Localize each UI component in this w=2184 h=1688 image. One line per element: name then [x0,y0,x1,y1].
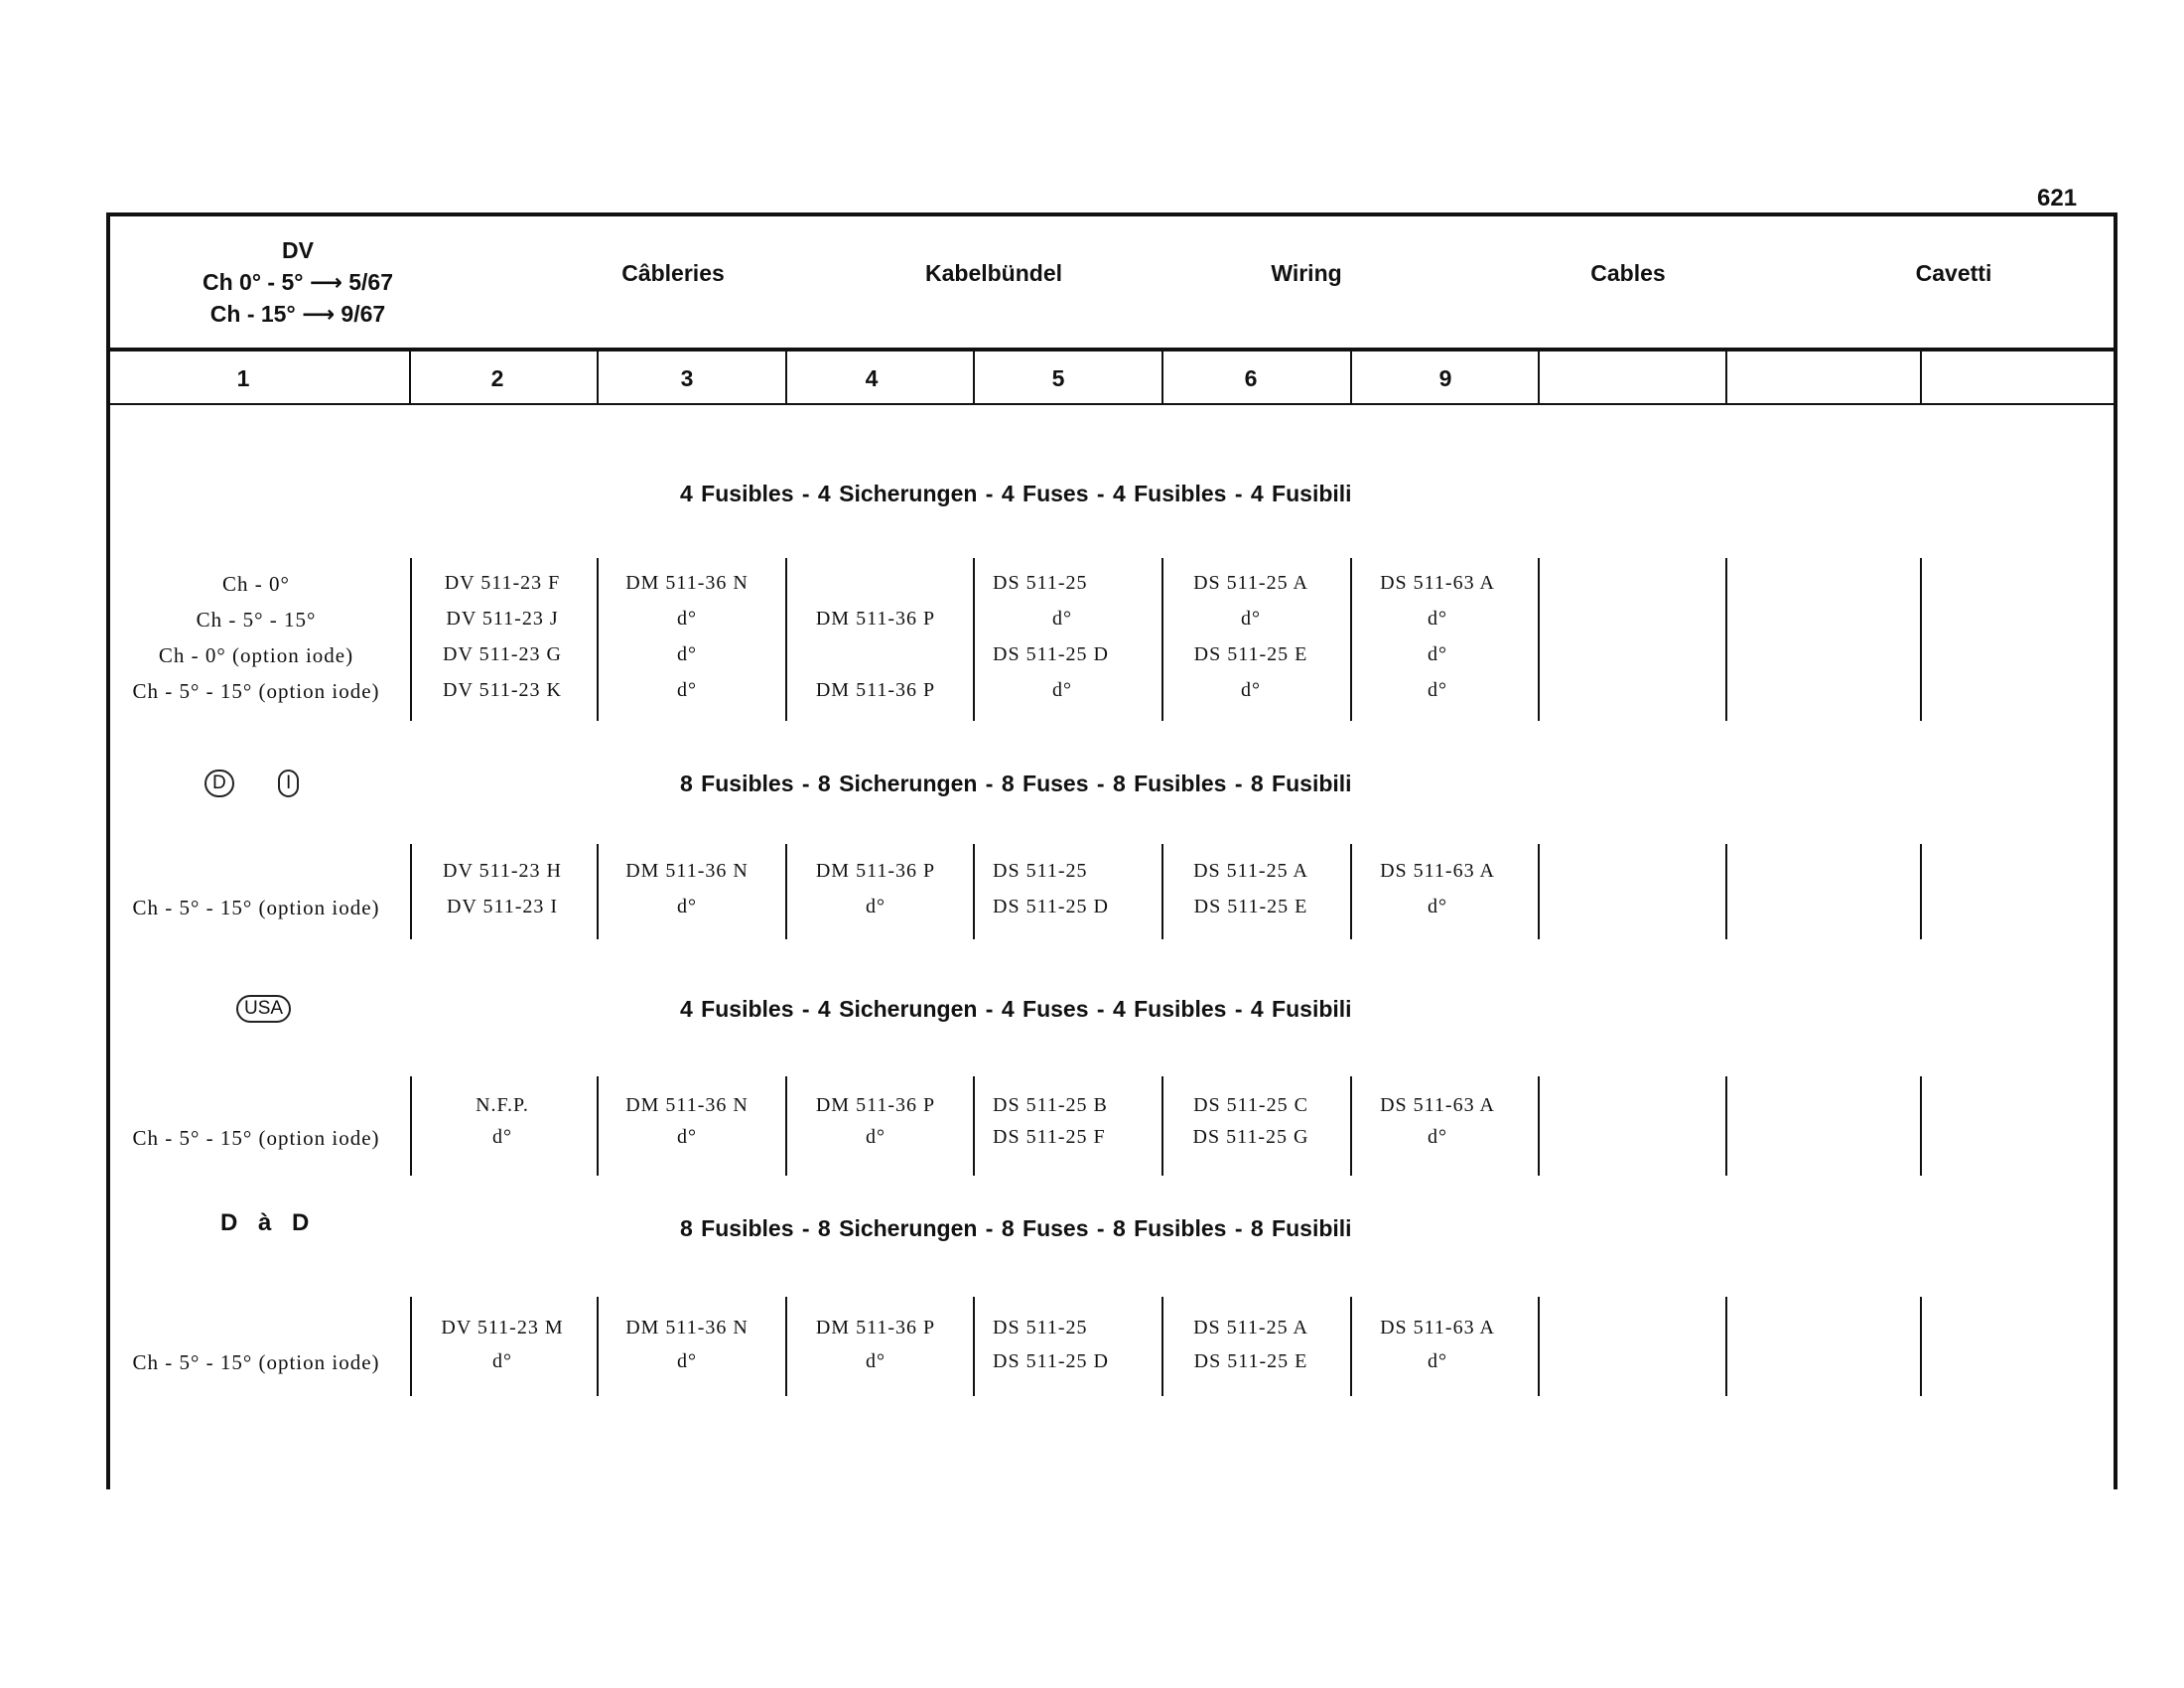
cell-col2: DV 511-23 J [446,608,559,630]
row-divider [1350,1076,1352,1176]
cell-col6: DS 511-25 E [1193,643,1308,665]
cell-col3: d° [677,896,697,917]
header-it: Cavetti [1915,260,1992,286]
cell-col3: d° [677,608,697,630]
frame-left [106,212,110,1489]
cell-col6: DS 511-25 A [1193,860,1308,882]
colnum-sep [1920,352,1922,405]
frame-top [106,212,2117,216]
col-number-2: 2 [490,365,504,391]
col-number-1: 1 [236,365,250,391]
cell-col2: DV 511-23 M [441,1317,564,1338]
row-label: Ch - 5° - 15° (option iode) [132,1350,380,1374]
cell-col5: DS 511-25 [993,572,1088,594]
cell-col6: DS 511-25 G [1192,1126,1309,1148]
cell-col4: d° [866,1126,886,1148]
row-label: Ch - 5° - 15° (option iode) [132,896,380,919]
row-divider [597,1076,599,1176]
row-divider [1161,844,1163,939]
cell-col3: DM 511-36 N [625,1094,749,1116]
colnum-sep [1538,352,1540,405]
row-divider [1920,844,1922,939]
row-label: Ch - 0° [222,572,290,596]
cell-col9: d° [1428,1350,1447,1372]
frame-right [2114,212,2117,1489]
row-divider [1350,844,1352,939]
cell-col3: DM 511-36 N [625,1317,749,1338]
cell-col9: DS 511-63 A [1380,1094,1495,1116]
row-divider [1161,1076,1163,1176]
row-divider [973,1076,975,1176]
header-es: Cables [1590,260,1666,286]
cell-col3: d° [677,1350,697,1372]
row-label: Ch - 5° - 15° (option iode) [132,679,380,703]
colnum-sep [973,352,975,405]
row-label: Ch - 5° - 15° [196,608,317,632]
row-divider [1538,558,1540,721]
cell-col5: DS 511-25 D [993,1350,1109,1372]
colnum-sep [409,352,411,405]
cell-col2: DV 511-23 K [443,679,562,701]
row-divider [410,844,412,939]
dv-line-2: Ch - 15° ⟶ 9/67 [209,301,386,327]
cell-col2: d° [492,1126,512,1148]
country-badge: D [205,770,234,797]
cell-col9: d° [1428,896,1447,917]
cell-col4: DM 511-36 P [815,1094,936,1116]
cell-col9: d° [1428,608,1447,630]
row-divider [1161,558,1163,721]
section-label: D à D [220,1209,310,1236]
header-de: Kabelbündel [924,260,1063,286]
frame-colnum-divider [106,403,2117,405]
col-number-3: 3 [680,365,694,391]
row-label: Ch - 5° - 15° (option iode) [132,1126,380,1150]
cell-col3: d° [677,679,697,701]
colnum-sep [1161,352,1163,405]
row-divider [410,1297,412,1396]
frame-header-divider [106,348,2117,352]
row-divider [1920,1297,1922,1396]
cell-col6: DS 511-25 E [1193,896,1308,917]
cell-col6: DS 511-25 C [1193,1094,1308,1116]
row-divider [785,558,787,721]
col-number-9: 9 [1438,365,1452,391]
row-divider [1920,558,1922,721]
cell-col3: d° [677,643,697,665]
row-divider [785,844,787,939]
cell-col2: DV 511-23 H [443,860,562,882]
section-title: 4 Fusibles - 4 Sicherungen - 4 Fuses - 4 Fusibles - 4 Fusibili [680,481,1352,506]
row-divider [597,844,599,939]
header-en: Wiring [1271,260,1342,286]
row-divider [1350,1297,1352,1396]
row-divider [410,558,412,721]
page-number: 621 [2037,185,2078,211]
cell-col6: DS 511-25 A [1193,572,1308,594]
cell-col9: DS 511-63 A [1380,1317,1495,1338]
cell-col2: DV 511-23 I [446,896,559,917]
cell-col4: DM 511-36 P [815,679,936,701]
row-label: Ch - 0° (option iode) [158,643,354,667]
cell-col5: DS 511-25 F [993,1126,1106,1148]
cell-col6: d° [1241,608,1261,630]
col-number-5: 5 [1051,365,1065,391]
cell-col5: d° [1052,608,1072,630]
cell-col3: d° [677,1126,697,1148]
row-divider [1920,1076,1922,1176]
section-title: 8 Fusibles - 8 Sicherungen - 8 Fuses - 8 Fusibles - 8 Fusibili [680,1215,1352,1241]
row-divider [1350,558,1352,721]
country-badge: I [278,770,299,797]
header-fr: Câbleries [621,260,725,286]
cell-col3: DM 511-36 N [625,572,749,594]
row-divider [1725,1297,1727,1396]
cell-col4: d° [866,1350,886,1372]
dv-title: DV [282,237,314,263]
col-number-4: 4 [865,365,879,391]
row-divider [1538,844,1540,939]
section-title: 4 Fusibles - 4 Sicherungen - 4 Fuses - 4 Fusibles - 4 Fusibili [680,996,1352,1022]
colnum-sep [1725,352,1727,405]
colnum-sep [1350,352,1352,405]
cell-col5: DS 511-25 D [993,643,1109,665]
cell-col2: d° [492,1350,512,1372]
cell-col9: d° [1428,643,1447,665]
row-divider [1161,1297,1163,1396]
row-divider [973,1297,975,1396]
row-divider [1538,1297,1540,1396]
cell-col6: d° [1241,679,1261,701]
country-badge: USA [236,995,291,1023]
dv-line-1: Ch 0° - 5° ⟶ 5/67 [203,269,393,295]
row-divider [785,1076,787,1176]
cell-col2: N.F.P. [476,1094,529,1116]
cell-col9: DS 511-63 A [1380,860,1495,882]
cell-col2: DV 511-23 G [443,643,562,665]
cell-col9: d° [1428,679,1447,701]
row-divider [973,558,975,721]
cell-col4: DM 511-36 P [815,860,936,882]
section-title: 8 Fusibles - 8 Sicherungen - 8 Fuses - 8 Fusibles - 8 Fusibili [680,771,1352,796]
cell-col4: d° [866,896,886,917]
col-number-6: 6 [1244,365,1258,391]
cell-col5: d° [1052,679,1072,701]
cell-col4: DM 511-36 P [815,1317,936,1338]
colnum-sep [597,352,599,405]
dv-model-block [169,234,427,330]
cell-col5: DS 511-25 B [993,1094,1108,1116]
row-divider [785,1297,787,1396]
cell-col5: DS 511-25 [993,860,1088,882]
row-divider [973,844,975,939]
cell-col4: DM 511-36 P [815,608,936,630]
row-divider [1725,844,1727,939]
cell-col6: DS 511-25 A [1193,1317,1308,1338]
cell-col5: DS 511-25 D [993,896,1109,917]
cell-col9: d° [1428,1126,1447,1148]
row-divider [1725,1076,1727,1176]
cell-col3: DM 511-36 N [625,860,749,882]
row-divider [1725,558,1727,721]
row-divider [410,1076,412,1176]
cell-col5: DS 511-25 [993,1317,1088,1338]
cell-col9: DS 511-63 A [1380,572,1495,594]
row-divider [597,1297,599,1396]
row-divider [597,558,599,721]
cell-col6: DS 511-25 E [1193,1350,1308,1372]
row-divider [1538,1076,1540,1176]
cell-col2: DV 511-23 F [444,572,561,594]
colnum-sep [785,352,787,405]
